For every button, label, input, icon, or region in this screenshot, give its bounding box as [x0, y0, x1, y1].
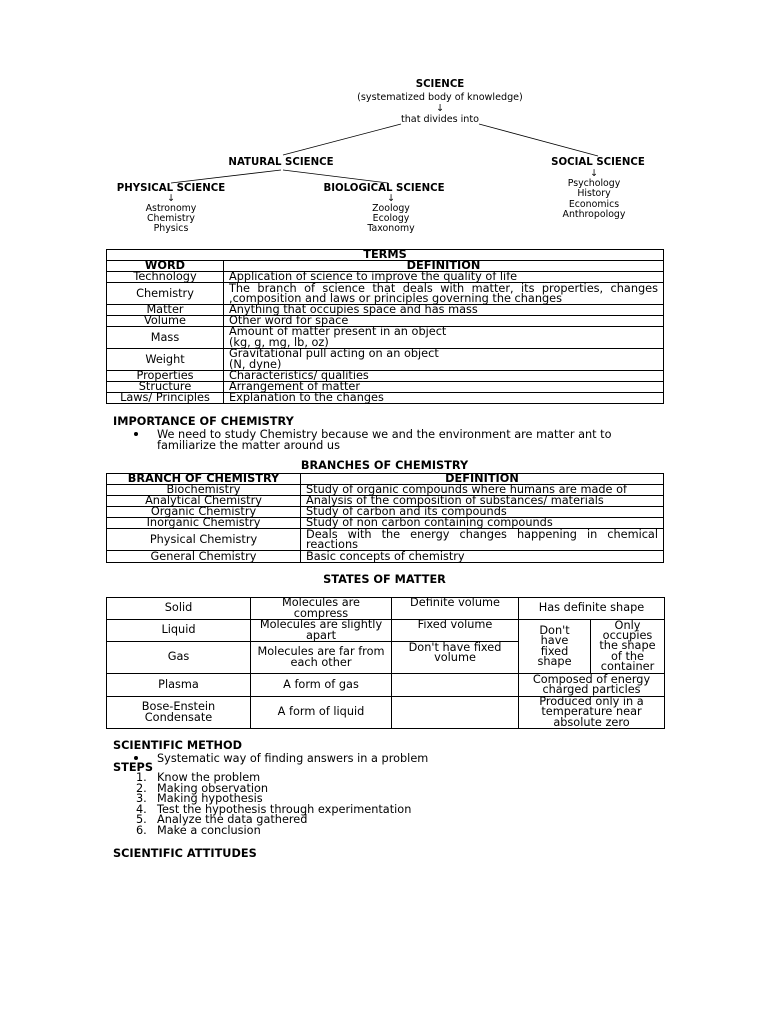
terms-definition-cell: Amount of matter present in an object (kg, g, mg, lb, oz): [224, 327, 664, 349]
state-name-cell: Liquid: [107, 620, 251, 642]
social-science-item: Economics: [568, 198, 620, 210]
step-text: Know the problem: [157, 771, 261, 784]
branch-definition-cell: Analysis of the composition of substances/ materials: [301, 496, 664, 507]
branches-header-branch: BRANCH OF CHEMISTRY: [107, 474, 301, 485]
state-volume-cell-empty: [392, 697, 519, 729]
connector-line-natural-biological: [283, 170, 388, 183]
importance-bullet-text: We need to study Chemistry because we and the environment are matter ant to familiarize the matter around us: [157, 427, 612, 452]
step-number: 5.: [136, 813, 147, 827]
state-volume-cell-empty: [392, 674, 519, 697]
terms-definition-cell: Characteristics/ qualities: [224, 371, 664, 382]
step-text: Making hypothesis: [157, 792, 263, 806]
biological-science-node: BIOLOGICAL SCIENCE: [323, 183, 445, 194]
branches-table: [106, 473, 664, 563]
terms-word-cell: Laws/ Principles: [107, 393, 224, 404]
biological-science-list: [291, 194, 491, 234]
branch-name-cell: Biochemistry: [107, 485, 301, 496]
state-molecules-cell: A form of gas: [251, 674, 392, 697]
terms-word-cell: Chemistry: [107, 283, 224, 305]
state-shape-cell: Produced only in a temperature near absolute zero: [519, 697, 665, 729]
state-molecules-cell: Molecules are far from each other: [251, 642, 392, 674]
step-text: Making observation: [157, 781, 269, 795]
branch-name-cell: Physical Chemistry: [107, 529, 301, 551]
state-volume-cell: Don't have fixed volume: [392, 642, 519, 674]
arrow-down-icon: ↓: [590, 167, 598, 179]
physical-science-item: Chemistry: [147, 212, 195, 224]
branch-name-cell: Analytical Chemistry: [107, 496, 301, 507]
state-molecules-cell: Molecules are compress: [251, 598, 392, 620]
terms-word-cell: Structure: [107, 382, 224, 393]
bullet-icon: [134, 432, 138, 436]
physical-science-node: PHYSICAL SCIENCE: [116, 183, 226, 194]
connector-line-science-social: [479, 124, 598, 156]
biological-science-item: Taxonomy: [367, 222, 415, 234]
arrow-down-icon: ↓: [167, 193, 175, 204]
terms-definition-cell: Anything that occupies space and has mass: [224, 305, 664, 316]
state-name-cell: Plasma: [107, 674, 251, 697]
branch-definition-cell: Deals with the energy changes happening in chemical reactions: [301, 529, 664, 551]
state-molecules-cell: A form of liquid: [251, 697, 392, 729]
branch-definition-cell: Basic concepts of chemistry: [301, 551, 664, 563]
terms-word-cell: Mass: [107, 327, 224, 349]
scientific-method-heading: SCIENTIFIC METHOD: [113, 739, 242, 752]
social-science-item: Anthropology: [562, 209, 626, 221]
states-of-matter-table: [106, 597, 665, 729]
terms-header-definition: DEFINITION: [224, 261, 664, 272]
branches-header-definition: DEFINITION: [301, 474, 664, 485]
state-shape-cell: Has definite shape: [519, 598, 665, 620]
terms-definition-cell: Gravitational pull acting on an object (N, dyne): [224, 349, 664, 371]
bullet-icon: [134, 756, 138, 760]
state-name-cell: Bose-Enstein Condensate: [107, 697, 251, 729]
science-node-subtitle: (systematized body of knowledge): [357, 91, 523, 103]
arrow-down-icon: ↓: [387, 193, 395, 204]
physical-science-list: [71, 194, 271, 234]
terms-definition-cell: Other word for space: [224, 316, 664, 327]
terms-word-cell: Volume: [107, 316, 224, 327]
social-science-item: History: [577, 188, 611, 200]
terms-table: [106, 249, 664, 404]
state-molecules-cell: Molecules are slightly apart: [251, 620, 392, 642]
state-volume-cell: Fixed volume: [392, 620, 519, 642]
terms-word-cell: Technology: [107, 272, 224, 283]
terms-definition-cell: Arrangement of matter: [224, 382, 664, 393]
physical-science-item: Astronomy: [145, 202, 197, 214]
terms-word-cell: Matter: [107, 305, 224, 316]
natural-science-node: NATURAL SCIENCE: [228, 157, 334, 168]
science-node-title: SCIENCE: [415, 79, 465, 90]
fluid-occupies-cell: Only occupies the shape of the container: [591, 620, 665, 674]
terms-header-word: WORD: [107, 261, 224, 272]
state-name-cell: Gas: [107, 642, 251, 674]
terms-table-caption: TERMS: [107, 250, 664, 261]
terms-definition-cell: Application of science to improve the quality of life: [224, 272, 664, 283]
branch-name-cell: Inorganic Chemistry: [107, 518, 301, 529]
state-volume-cell: Definite volume: [392, 598, 519, 620]
state-name-cell: Solid: [107, 598, 251, 620]
fluid-shape-cell: Don't have fixed shape: [519, 620, 591, 674]
step-number: 4.: [136, 802, 147, 816]
steps-list: [136, 773, 411, 837]
importance-heading: IMPORTANCE OF CHEMISTRY: [113, 415, 294, 428]
step-number: 2.: [136, 781, 147, 795]
biological-science-item: Zoology: [372, 202, 410, 214]
branches-heading: BRANCHES OF CHEMISTRY: [300, 459, 469, 472]
terms-word-cell: Weight: [107, 349, 224, 371]
terms-definition-cell: Explanation to the changes: [224, 393, 664, 404]
terms-definition-cell: The branch of science that deals with matter, its properties, changes ,composition and laws or principles governing the changes: [224, 283, 664, 305]
social-science-item: Psychology: [567, 178, 621, 190]
step-text: Test the hypothesis through experimentation: [157, 802, 412, 816]
step-number: 1.: [136, 771, 147, 784]
branch-definition-cell: Study of organic compounds where humans are made of: [301, 485, 664, 496]
steps-heading: STEPS: [113, 761, 153, 774]
step-number: 6.: [136, 823, 147, 837]
scientific-attitudes-heading: SCIENTIFIC ATTITUDES: [113, 847, 257, 860]
social-science-list: [494, 169, 694, 220]
states-heading: STATES OF MATTER: [323, 573, 446, 586]
scientific-method-bullet-text: Systematic way of finding answers in a problem: [157, 751, 429, 765]
biological-science-item: Ecology: [372, 212, 410, 224]
social-science-node: SOCIAL SCIENCE: [551, 157, 645, 168]
step-number: 3.: [136, 792, 147, 806]
step-text: Analyze the data gathered: [157, 813, 308, 827]
branch-name-cell: General Chemistry: [107, 551, 301, 563]
arrow-down-icon: ↓: [435, 102, 445, 114]
branch-name-cell: Organic Chemistry: [107, 507, 301, 518]
terms-word-cell: Properties: [107, 371, 224, 382]
connector-line-natural-physical: [171, 170, 281, 183]
step-item: [136, 823, 411, 837]
step-text: Make a conclusion: [157, 823, 261, 837]
physical-science-item: Physics: [153, 222, 189, 234]
connector-line-science-natural: [283, 124, 401, 155]
branch-definition-cell: Study of carbon and its compounds: [301, 507, 664, 518]
branch-definition-cell: Study of non carbon containing compounds: [301, 518, 664, 529]
state-shape-cell: Composed of energy charged particles: [519, 674, 665, 697]
connector-label: that divides into: [400, 113, 480, 125]
